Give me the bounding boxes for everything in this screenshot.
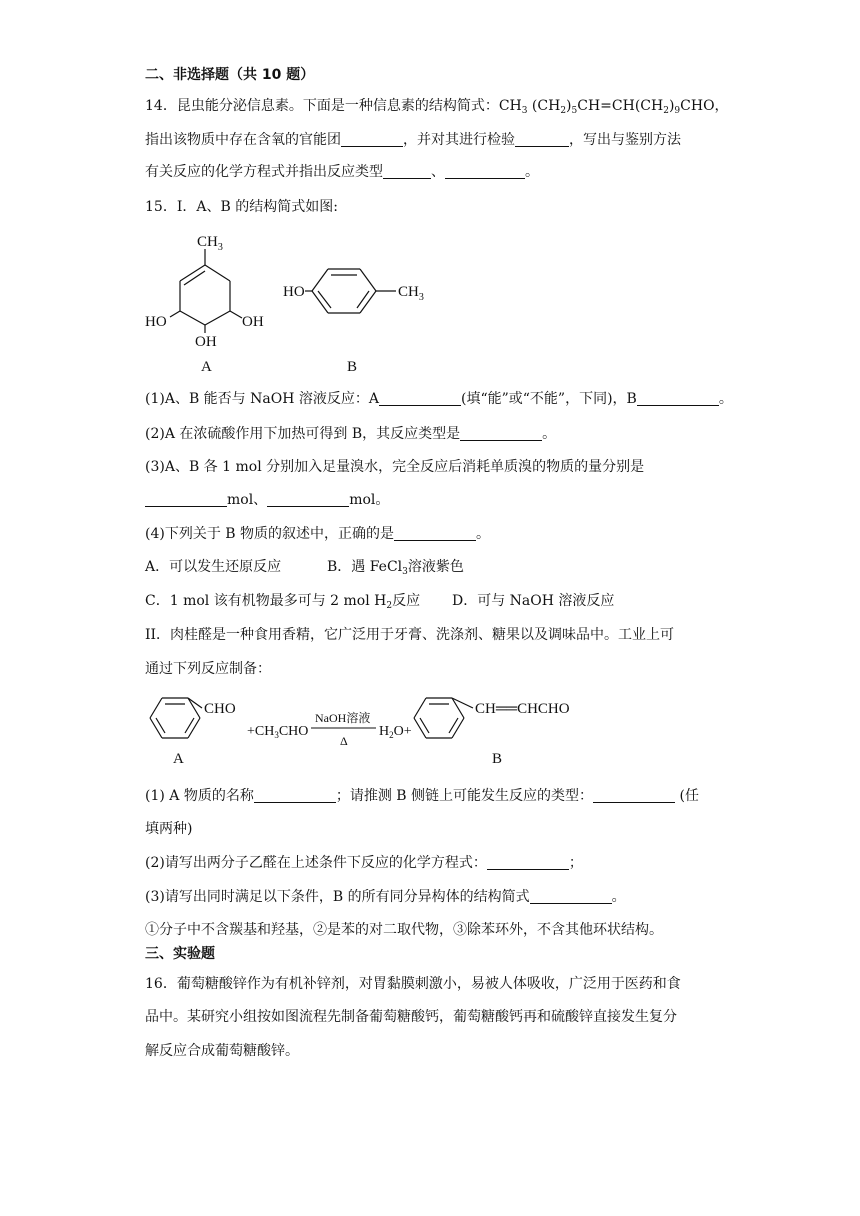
q15-p4 (145, 524, 490, 544)
q15-r3 (145, 887, 626, 907)
product-water: $H_2O+$ (379, 724, 412, 740)
q15-part2-line2: 通过下列反应制备： (145, 661, 271, 677)
answer-blank[interactable] (254, 788, 336, 803)
option-c[interactable] (145, 591, 420, 611)
answer-blank[interactable] (383, 164, 431, 179)
q16-line3: 解反应合成葡萄糖酸锌。 (145, 1043, 299, 1059)
sub: 2 (560, 106, 567, 116)
q15-r4: ①分子中不含羰基和羟基，②是苯的对二取代物，③除苯环外，不含其他环状结构。 (145, 922, 663, 938)
struct-a-oh-right: OH (242, 314, 264, 330)
option-text: 溶液紫色 (407, 559, 464, 575)
q14-text: ，写出与鉴别方法 (569, 132, 681, 148)
q16-line2: 品中。某研究小组按如图流程先制备葡萄糖酸钙，葡萄糖酸钙再和硫酸锌直接发生复分 (145, 1009, 677, 1025)
sub: 5 (571, 106, 578, 116)
section-title-nonchoice: 二、非选择题（共 10 题） (145, 67, 315, 83)
structures-a-b-figure (140, 225, 440, 380)
q14-text: (CH (527, 98, 561, 114)
q15-p3: (3)A、B 各 1 mol 分别加入足量溴水，完全反应后消耗单质溴的物质的量分别是 (145, 459, 645, 475)
q15-text: (2)A 在浓硫酸作用下加热可得到 B，其反应类型是 (145, 426, 461, 442)
struct-b-ho: HO (283, 284, 305, 300)
q15-text: 。 (718, 391, 733, 407)
q16-line1: 16．葡萄糖酸锌作为有机补锌剂，对胃黏膜刺激小，易被人体吸收，广泛用于医药和食 (145, 976, 681, 992)
option-b[interactable] (327, 557, 464, 577)
sub: 2 (663, 106, 669, 116)
q15-p1 (145, 389, 733, 409)
q14-line2 (145, 130, 681, 150)
answer-blank[interactable] (487, 855, 569, 870)
struct-a-oh-bottom: OH (195, 334, 217, 350)
option-text: B．遇 FeCl (327, 559, 403, 575)
q15-p3-cont (145, 490, 389, 510)
q15-text: mol、 (227, 492, 268, 508)
q14-text: 有关反应的化学方程式并指出反应类型 (145, 164, 383, 180)
q14-text: 。 (525, 164, 539, 180)
q15-text: (1) A 物质的名称 (145, 788, 254, 804)
sub: 3 (521, 106, 528, 116)
q14-text: 14．昆虫能分泌信息素。下面是一种信息素的结构简式：CH (145, 98, 522, 114)
answer-blank[interactable] (267, 492, 349, 507)
option-d[interactable]: D．可与 NaOH 溶液反应 (452, 593, 615, 609)
answer-blank[interactable] (145, 492, 227, 507)
product-b-label: B (492, 751, 503, 767)
product-side-chain: CH══CHCHO (475, 701, 570, 717)
q14-text: 、 (431, 164, 445, 180)
answer-blank[interactable] (394, 526, 476, 541)
option-text: C．1 mol 该有机物最多可与 2 mol H (145, 593, 387, 609)
q15-text: 。 (542, 426, 557, 442)
q14-text: ) (566, 98, 572, 114)
q14-text: ，并对其进行检验 (403, 132, 515, 148)
reactant-cho: CHO (204, 701, 236, 717)
q15-text: mol。 (349, 492, 390, 508)
q15-text: 。 (476, 526, 491, 542)
q14-text: CHO， (680, 98, 729, 114)
q15-text: (4)下列关于 B 物质的叙述中，正确的是 (145, 526, 395, 542)
answer-blank[interactable] (379, 391, 461, 406)
reactant-acetaldehyde: $+CH_3CHO$ (247, 724, 309, 740)
structure-b (305, 269, 396, 313)
answer-blank[interactable] (515, 132, 569, 147)
q14-line3 (145, 162, 539, 182)
q15-r1-cont: 填两种) (145, 821, 193, 837)
q14-text: 指出该物质中存在含氧的官能团 (145, 132, 341, 148)
struct-b-ch3: $CH_3$ (398, 284, 424, 303)
sub: 3 (402, 567, 408, 577)
option-a[interactable]: A．可以发生还原反应 (145, 559, 282, 575)
option-text: 反应 (392, 593, 421, 609)
answer-blank[interactable] (637, 391, 719, 406)
q15-text: ；请推测 B 侧链上可能发生反应的类型： (335, 788, 594, 804)
q14-text: CH=CH(CH (577, 98, 664, 114)
cinnamaldehyde-reaction-figure (140, 688, 600, 768)
struct-a-ch3: $CH_3$ (197, 234, 223, 253)
q15-text: (3)请写出同时满足以下条件，B 的所有同分异构体的结构简式 (145, 889, 530, 905)
cinnamaldehyde-ring (414, 698, 473, 738)
q15-text: (2)请写出两分子乙醛在上述条件下反应的化学方程式： (145, 855, 487, 871)
q14-line1 (145, 96, 729, 116)
q15-part2-line1: II．肉桂醛是一种食用香精，它广泛用于牙膏、洗涤剂、糖果以及调味品中。工业上可 (145, 627, 675, 643)
q15-p2 (145, 424, 556, 444)
sub: 2 (386, 601, 393, 611)
structure-a (170, 249, 242, 333)
q15-r1 (145, 786, 699, 806)
q15-text: (填“能”或“不能”，下同)，B (460, 391, 637, 407)
reactant-a-label: A (173, 751, 184, 767)
sub: 9 (674, 106, 681, 116)
q15-text: (任 (675, 788, 699, 804)
struct-a-ho: HO (145, 314, 167, 330)
answer-blank[interactable] (530, 889, 612, 904)
q15-r2 (145, 853, 583, 873)
condition-heat: Δ (340, 734, 348, 748)
answer-blank[interactable] (593, 788, 675, 803)
struct-a-label: A (201, 359, 212, 375)
answer-blank[interactable] (460, 426, 542, 441)
q15-text: ； (568, 855, 583, 871)
q15-text: (1)A、B 能否与 NaOH 溶液反应：A (145, 391, 379, 407)
q15-intro: 15．I．A、B 的结构简式如图: (145, 199, 338, 215)
answer-blank[interactable] (341, 132, 403, 147)
struct-b-label: B (347, 359, 358, 375)
benzaldehyde-ring (150, 698, 202, 738)
condition-naoh: NaOH溶液 (315, 711, 371, 725)
q14-text: ) (668, 98, 675, 114)
q15-text: 。 (611, 889, 626, 905)
answer-blank[interactable] (445, 164, 525, 179)
section-title-experiment: 三、实验题 (145, 946, 215, 962)
